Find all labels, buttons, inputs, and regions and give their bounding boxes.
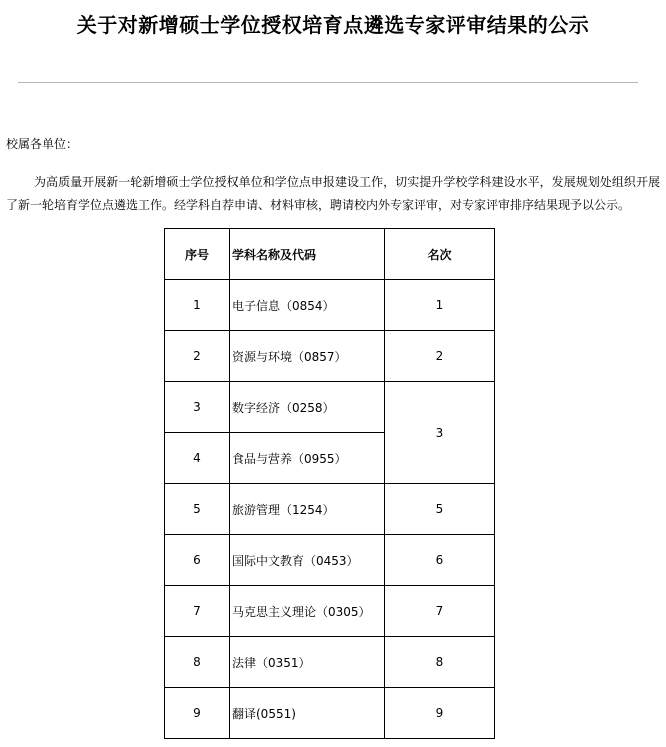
row-no: 9 (165, 688, 230, 739)
table-row (165, 331, 495, 382)
row-rank: 5 (385, 484, 495, 535)
row-name: 数字经济（0258） (230, 382, 385, 433)
row-no: 8 (165, 637, 230, 688)
table-row (165, 484, 495, 535)
row-no: 7 (165, 586, 230, 637)
row-rank: 6 (385, 535, 495, 586)
results-table (164, 228, 495, 739)
header-name: 学科名称及代码 (230, 229, 385, 280)
header-rank: 名次 (385, 229, 495, 280)
table-row (165, 688, 495, 739)
announcement-paragraph: 为高质量开展新一轮新增硕士学位授权单位和学位点申报建设工作，切实提升学校学科建设水平，发展规划处组织开展了新一轮培育学位点遴选工作。经学科自荐申请、材料审核，聘请校内外专家评审，对专家评审排序结果现予以公示。 (6, 175, 660, 212)
row-no: 2 (165, 331, 230, 382)
row-rank: 1 (385, 280, 495, 331)
table-row (165, 382, 495, 433)
row-no: 3 (165, 382, 230, 433)
row-no: 4 (165, 433, 230, 484)
row-name: 翻译(0551) (230, 688, 385, 739)
row-name: 资源与环境（0857） (230, 331, 385, 382)
title-divider (18, 82, 638, 83)
row-name: 马克思主义理论（0305） (230, 586, 385, 637)
row-no: 5 (165, 484, 230, 535)
row-name: 旅游管理（1254） (230, 484, 385, 535)
row-no: 6 (165, 535, 230, 586)
row-name: 电子信息（0854） (230, 280, 385, 331)
row-rank-merged: 3 (385, 382, 495, 484)
row-name: 国际中文教育（0453） (230, 535, 385, 586)
row-rank: 8 (385, 637, 495, 688)
table-row (165, 637, 495, 688)
salutation: 校属各单位： (6, 137, 79, 151)
header-no: 序号 (165, 229, 230, 280)
row-name: 食品与营养（0955） (230, 433, 385, 484)
row-name: 法律（0351） (230, 637, 385, 688)
table-header-row (165, 229, 495, 280)
table-row (165, 535, 495, 586)
row-rank: 9 (385, 688, 495, 739)
row-no: 1 (165, 280, 230, 331)
page-title: 关于对新增硕士学位授权培育点遴选专家评审结果的公示 (76, 13, 590, 37)
table-row (165, 280, 495, 331)
row-rank: 2 (385, 331, 495, 382)
table-row (165, 586, 495, 637)
row-rank: 7 (385, 586, 495, 637)
